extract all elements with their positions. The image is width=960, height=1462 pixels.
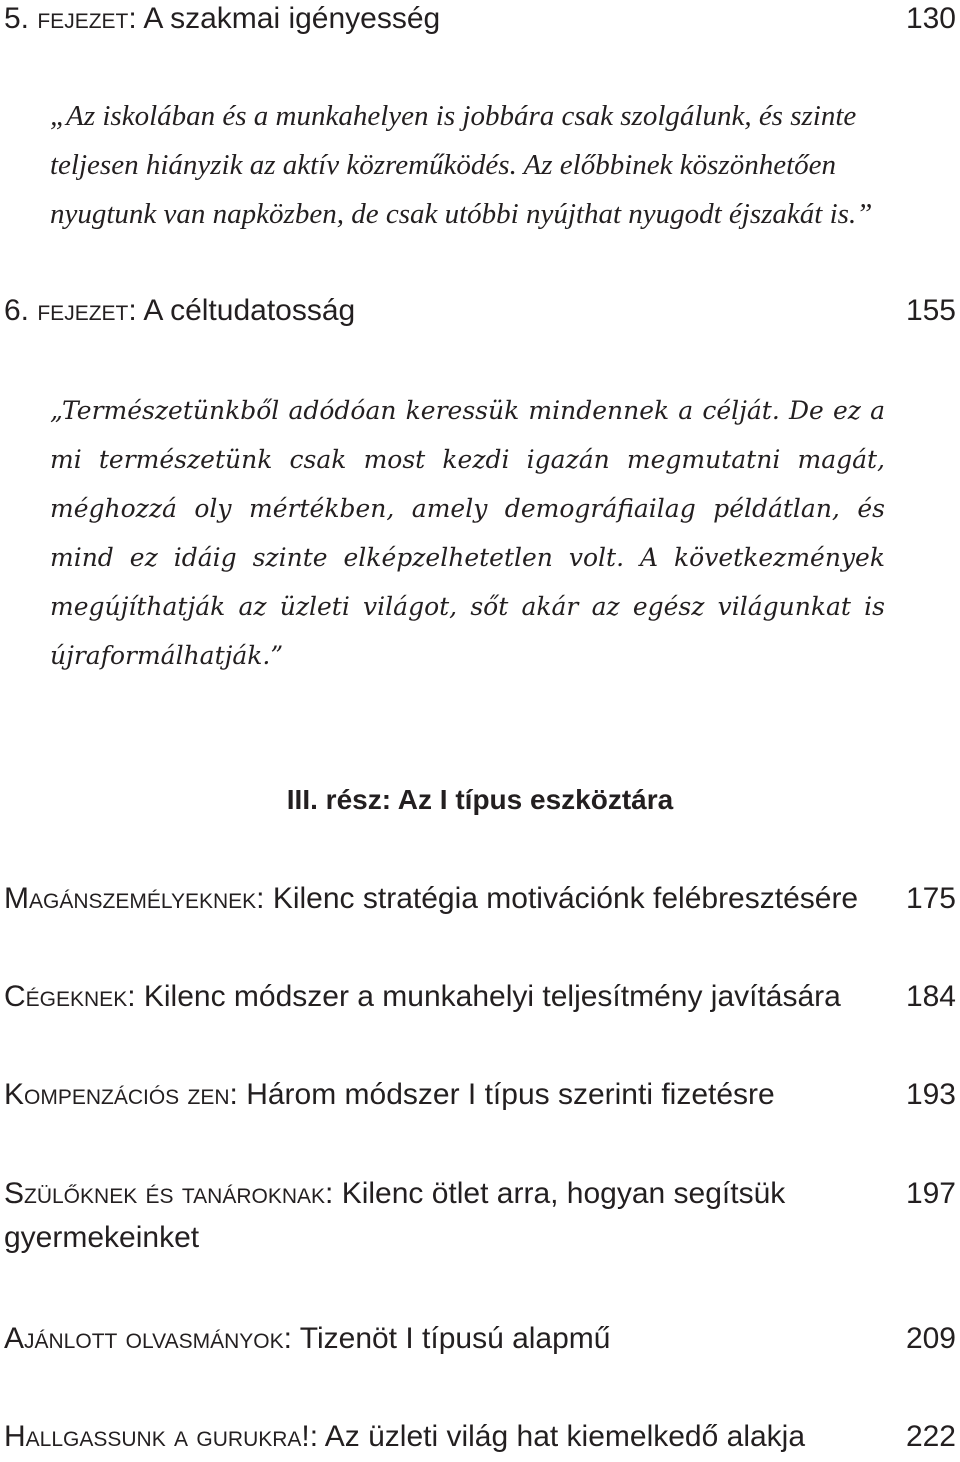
toc-entry[interactable] (4, 1076, 956, 1114)
toc-entry-title (4, 1172, 854, 1260)
chapter-label: fejezet (37, 2, 129, 35)
entry-label: Szülőknek és tanároknak (4, 1177, 326, 1210)
toc-page-number: 130 (905, 2, 956, 35)
entry-label: Hallgassunk a gurukra! (4, 1420, 310, 1453)
entry-title: : Tizenöt I típusú alapmű (283, 1322, 611, 1355)
toc-entry[interactable] (4, 1320, 956, 1358)
toc-entry-chapter-5[interactable] (4, 0, 956, 38)
toc-entry[interactable] (4, 880, 956, 918)
entry-label: Cégeknek (4, 980, 128, 1013)
entry-label: Kompenzációs zen (4, 1078, 230, 1111)
toc-entry-title (4, 292, 896, 330)
chapter-quote: „Az iskolában és a munkahelyen is jobbára csak szolgálunk, és szinte teljesen hiányzik az aktív közreműködés. Az előbbinek köszönhetően nyugtunk van napközben, de csak utóbbi nyújthat nyugodt éjszakát is.” (50, 100, 873, 230)
chapter-title: : A céltudatosság (128, 294, 356, 327)
toc-entry-title (4, 880, 896, 918)
toc-entry-title (4, 1076, 896, 1114)
toc-entry-title (4, 978, 896, 1016)
entry-title: : Az üzleti világ hat kiemelkedő alakja (309, 1420, 806, 1453)
toc-entry-title (4, 0, 896, 38)
entry-label: Ajánlott olvasmányok (4, 1322, 284, 1355)
chapter-quote: „Természetünkből adódóan keressük mindennek a célját. De ez a mi természetünk csak most kezdi igazán megmutatni magát, méghozzá oly mértékben, amely demográfiailag példátlan, és mind ez idáig szinte elképzelhetetlen volt. A következmények megújíthatják az üzleti világot, sőt akár az egész világunkat is újraformálhatják.” (50, 396, 885, 670)
toc-page-number: 184 (905, 980, 956, 1013)
entry-title: : Kilenc módszer a munkahelyi teljesítmény javítására (127, 980, 841, 1013)
chapter-number: 5. (4, 2, 38, 35)
toc-entry-title (4, 1418, 896, 1456)
toc-page-number: 175 (905, 882, 956, 915)
entry-title: : Kilenc ötlet arra, hogyan segítsük gyermekeinket (4, 1177, 786, 1254)
toc-page-number: 193 (905, 1078, 956, 1111)
chapter-label: fejezet (37, 294, 129, 327)
toc-entry[interactable] (4, 1418, 956, 1456)
toc-page-number: 222 (905, 1420, 956, 1453)
chapter-title: : A szakmai igényesség (128, 2, 441, 35)
part-heading: III. rész: Az I típus eszköztára (286, 784, 674, 815)
entry-title: : Három módszer I típus szerinti fizetésre (229, 1078, 775, 1111)
toc-entry[interactable] (4, 1172, 956, 1260)
entry-label: Magánszemélyeknek (4, 882, 257, 915)
chapter-number: 6. (4, 294, 38, 327)
toc-page-number: 209 (905, 1322, 956, 1355)
entry-title: : Kilenc stratégia motivációnk felébresztésére (256, 882, 859, 915)
toc-entry-title (4, 1320, 896, 1358)
toc-entry-chapter-6[interactable] (4, 292, 956, 330)
toc-page-number: 155 (905, 294, 956, 327)
toc-page-number: 197 (905, 1177, 956, 1210)
toc-entry[interactable] (4, 978, 956, 1016)
